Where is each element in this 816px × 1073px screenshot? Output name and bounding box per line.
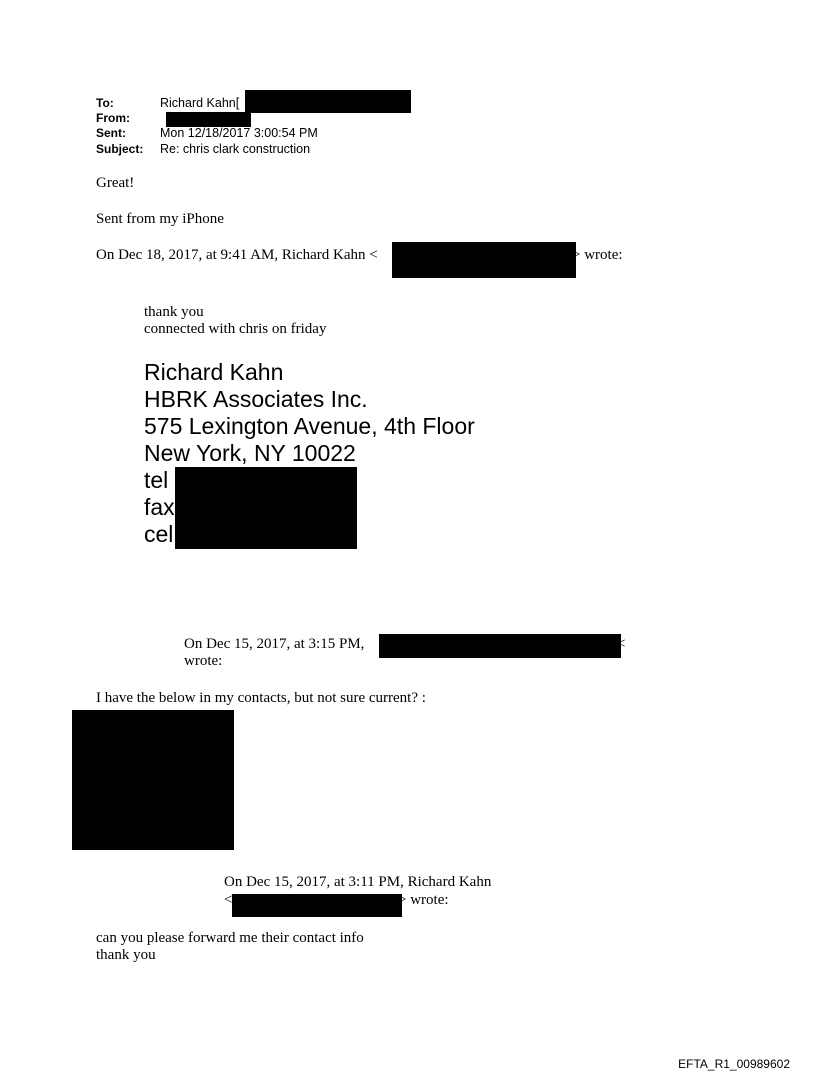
quote3-wrote: > wrote: xyxy=(398,892,449,908)
sent-from-iphone: Sent from my iPhone xyxy=(96,211,224,227)
signature-phone-redaction xyxy=(175,467,357,549)
quote3-intro: On Dec 15, 2017, at 3:11 PM, Richard Kahn xyxy=(224,874,492,890)
to-value: Richard Kahn[ xyxy=(160,96,240,110)
to-label: To: xyxy=(96,96,114,110)
signature-tel-label: tel xyxy=(144,467,169,493)
quote3-line2: thank you xyxy=(96,947,156,963)
sent-label: Sent: xyxy=(96,126,126,140)
quote2-intro: On Dec 15, 2017, at 3:15 PM, xyxy=(184,636,365,652)
signature-name: Richard Kahn xyxy=(144,359,284,385)
sent-value: Mon 12/18/2017 3:00:54 PM xyxy=(160,126,318,140)
signature-fax-label: fax xyxy=(144,494,175,520)
quote1-intro: On Dec 18, 2017, at 9:41 AM, Richard Kahn < xyxy=(96,247,378,263)
from-redaction xyxy=(166,112,251,127)
quote2-message: I have the below in my contacts, but not sure current? : xyxy=(96,690,426,706)
quote1-email-redaction xyxy=(392,242,576,278)
signature-address2: New York, NY 10022 xyxy=(144,440,356,466)
signature-company: HBRK Associates Inc. xyxy=(144,386,368,412)
subject-label: Subject: xyxy=(96,142,144,156)
reply1-line1: thank you xyxy=(144,304,204,320)
quote2-wrote: wrote: xyxy=(184,653,223,669)
from-label: From: xyxy=(96,111,130,125)
to-redaction xyxy=(245,90,411,113)
signature-address1: 575 Lexington Avenue, 4th Floor xyxy=(144,413,475,439)
quote3-email-redaction xyxy=(232,894,402,917)
quote1-wrote: > wrote: xyxy=(572,247,623,263)
contact-info-redaction xyxy=(72,710,234,850)
subject-value: Re: chris clark construction xyxy=(160,142,311,156)
signature-cel-label: cel xyxy=(144,521,174,547)
quote2-end-mark: < xyxy=(617,636,626,652)
quote2-sender-redaction xyxy=(379,634,621,658)
message-great: Great! xyxy=(96,175,135,191)
quote3-line1: can you please forward me their contact info xyxy=(96,930,364,946)
document-id: EFTA_R1_00989602 xyxy=(678,1057,790,1071)
quote3-open-bracket: < xyxy=(224,892,233,908)
reply1-line2: connected with chris on friday xyxy=(144,321,327,337)
